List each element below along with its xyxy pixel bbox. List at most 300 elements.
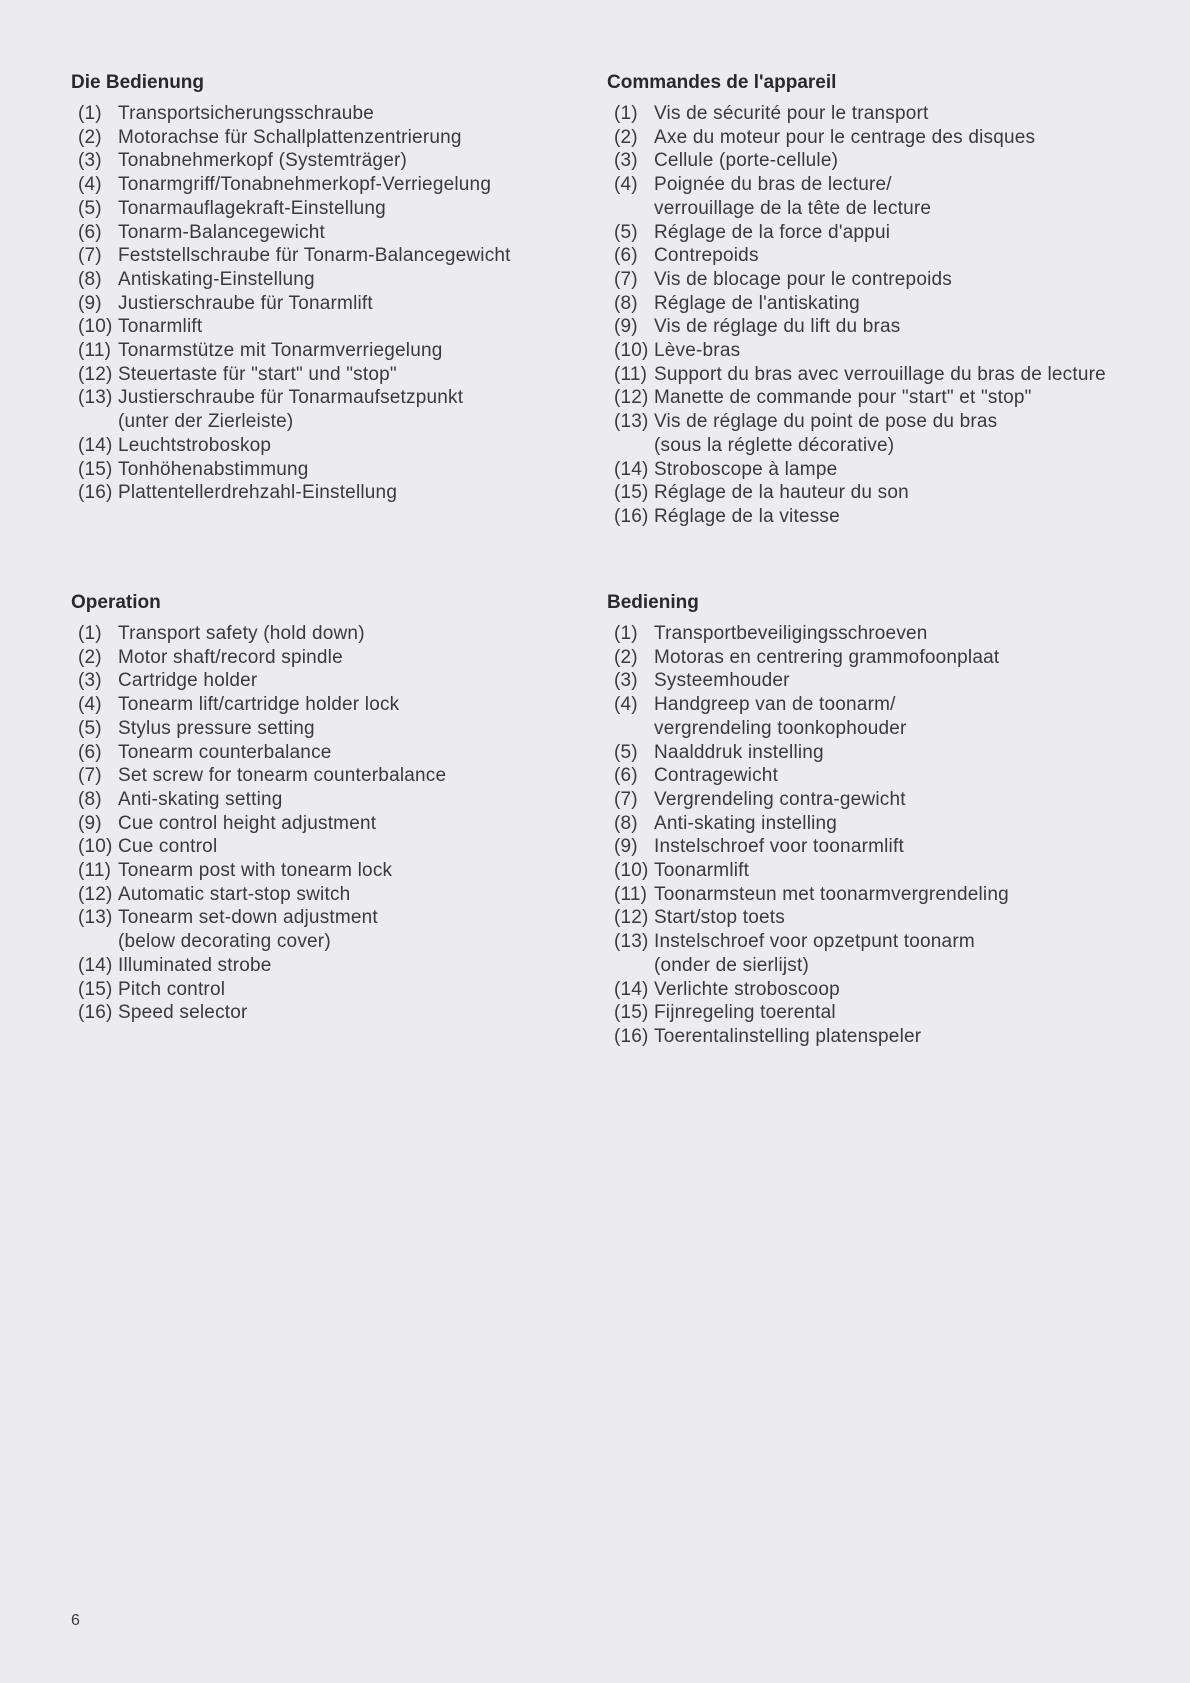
list-item xyxy=(71,173,571,197)
item-text xyxy=(118,173,571,197)
item-text-line: Transport safety (hold down) xyxy=(118,623,365,644)
item-number-label: (9) xyxy=(614,316,638,338)
list-item xyxy=(607,906,1167,930)
list-item xyxy=(71,126,571,150)
item-text xyxy=(654,410,1167,457)
item-text xyxy=(118,102,571,126)
item-number xyxy=(71,812,118,836)
item-text xyxy=(118,458,571,482)
item-number xyxy=(71,292,118,316)
item-text-line: Cue control xyxy=(118,836,218,858)
list-item xyxy=(71,954,571,978)
item-number-label: (13) xyxy=(614,931,649,953)
item-number xyxy=(71,244,118,268)
item-text xyxy=(654,244,1167,268)
item-number xyxy=(71,669,118,693)
item-text-line: Contragewicht xyxy=(654,765,779,787)
item-text xyxy=(118,126,571,150)
item-text xyxy=(118,386,571,433)
section-dutch xyxy=(607,590,1167,1049)
list-item xyxy=(71,292,571,316)
item-text xyxy=(118,669,571,693)
item-text-line: Vergrendeling contra-gewicht xyxy=(654,788,906,810)
item-text xyxy=(654,1025,1167,1049)
list-item xyxy=(607,221,1167,245)
list-item xyxy=(71,978,571,1002)
list-item xyxy=(607,458,1167,482)
item-text xyxy=(654,693,1167,740)
list-item xyxy=(71,883,571,907)
item-number xyxy=(71,481,118,505)
list-item xyxy=(607,883,1167,907)
item-number xyxy=(607,315,654,339)
list-item xyxy=(71,669,571,693)
item-text-line: Vis de réglage du lift du bras xyxy=(654,316,901,338)
item-text xyxy=(654,788,1167,812)
item-number xyxy=(607,978,654,1002)
list-item xyxy=(71,149,571,173)
item-text-line: Réglage de la force d'appui xyxy=(654,221,891,243)
item-text xyxy=(118,883,571,907)
item-text xyxy=(118,978,571,1002)
item-number xyxy=(607,221,654,245)
item-number-label: (4) xyxy=(614,174,638,196)
item-text-line: Feststellschraube für Tonarm-Balancegewicht xyxy=(118,245,511,267)
list-item xyxy=(71,693,571,717)
item-number xyxy=(607,126,654,150)
item-text-line: Tonarmlift xyxy=(118,316,203,338)
list-item xyxy=(71,363,571,387)
item-text xyxy=(118,149,571,173)
item-number xyxy=(71,102,118,126)
list-item xyxy=(71,386,571,433)
item-number xyxy=(71,173,118,197)
list-item xyxy=(607,363,1167,387)
item-number-label: (7) xyxy=(78,245,102,267)
item-number-label: (5) xyxy=(78,717,102,739)
item-text-line: Tonarmstütze mit Tonarmverriegelung xyxy=(118,340,443,362)
item-number xyxy=(607,669,654,693)
item-text-line: Automatic start-stop switch xyxy=(118,883,351,905)
item-number xyxy=(607,363,654,387)
item-text-line: vergrendeling toonkophouder xyxy=(654,717,907,739)
item-text xyxy=(654,315,1167,339)
item-number-label: (13) xyxy=(78,387,113,409)
item-text xyxy=(118,954,571,978)
section-english xyxy=(71,590,571,1025)
item-text xyxy=(118,292,571,316)
item-text-line: Toonarmsteun met toonarmvergrendeling xyxy=(654,883,1009,905)
item-number-label: (11) xyxy=(614,883,648,905)
list-item xyxy=(607,646,1167,670)
list-item xyxy=(71,741,571,765)
list-item xyxy=(607,315,1167,339)
item-text xyxy=(118,859,571,883)
item-number-label: (7) xyxy=(614,788,638,810)
list-item xyxy=(607,505,1167,529)
list-item xyxy=(607,930,1167,977)
item-number xyxy=(71,315,118,339)
item-text-line: Instelschroef voor toonarmlift xyxy=(654,836,904,858)
item-text-line: Tonearm counterbalance xyxy=(118,741,332,763)
item-number-label: (5) xyxy=(614,741,638,763)
item-text xyxy=(118,906,571,953)
item-text xyxy=(654,812,1167,836)
list-item xyxy=(607,481,1167,505)
item-number-label: (1) xyxy=(78,103,102,124)
list-item xyxy=(71,835,571,859)
item-number-label: (6) xyxy=(614,765,638,787)
item-text-line: (sous la réglette décorative) xyxy=(654,434,895,456)
item-number xyxy=(71,126,118,150)
item-number-label: (6) xyxy=(78,221,102,243)
list-item xyxy=(71,764,571,788)
list-item xyxy=(71,859,571,883)
list-item xyxy=(607,1025,1167,1049)
section-german xyxy=(71,70,571,505)
item-text xyxy=(654,622,1167,646)
item-number xyxy=(607,1001,654,1025)
section-french xyxy=(607,70,1167,529)
item-number-label: (12) xyxy=(78,363,113,385)
item-number-label: (10) xyxy=(614,340,649,362)
list-item xyxy=(71,315,571,339)
item-text-line: Réglage de la vitesse xyxy=(654,505,840,527)
item-text xyxy=(654,883,1167,907)
item-text xyxy=(118,268,571,292)
list-item xyxy=(71,434,571,458)
item-number-label: (13) xyxy=(614,411,649,433)
item-number xyxy=(607,835,654,859)
item-number-label: (7) xyxy=(614,268,638,290)
item-number xyxy=(607,788,654,812)
item-number xyxy=(607,930,654,977)
item-number-label: (12) xyxy=(614,387,649,409)
list-item xyxy=(607,126,1167,150)
item-text-line: Contrepoids xyxy=(654,245,759,267)
item-number-label: (9) xyxy=(614,836,638,858)
item-number-label: (14) xyxy=(614,458,649,480)
item-text-line: Tonarmauflagekraft-Einstellung xyxy=(118,197,386,219)
item-text-line: Tonarm-Balancegewicht xyxy=(118,221,325,243)
item-number xyxy=(607,458,654,482)
item-number xyxy=(607,646,654,670)
item-number xyxy=(607,505,654,529)
item-text-line: Réglage de l'antiskating xyxy=(654,292,860,314)
list-item xyxy=(71,1001,571,1025)
item-number-label: (10) xyxy=(614,860,649,882)
item-number-label: (13) xyxy=(78,907,113,929)
item-text xyxy=(654,339,1167,363)
item-number-label: (6) xyxy=(78,741,102,763)
item-text-line: (onder de sierlijst) xyxy=(654,954,809,976)
item-text-line: Tonarmgriff/Tonabnehmerkopf-Verriegelung xyxy=(118,174,492,196)
item-text xyxy=(654,221,1167,245)
item-number-label: (7) xyxy=(78,765,102,787)
item-text-line: Motoras en centrering grammofoonplaat xyxy=(654,646,1000,668)
item-text-line: Transportbeveiligingsschroeven xyxy=(654,623,928,644)
list-item xyxy=(71,244,571,268)
page-number: 6 xyxy=(71,1612,80,1629)
item-number-label: (12) xyxy=(614,907,649,929)
item-number xyxy=(607,481,654,505)
item-number-label: (14) xyxy=(614,978,649,1000)
item-text xyxy=(654,481,1167,505)
item-text-line: Vis de blocage pour le contrepoids xyxy=(654,268,952,290)
item-text xyxy=(118,835,571,859)
section-heading: Operation xyxy=(71,592,161,613)
item-text-line: Vis de sécurité pour le transport xyxy=(654,103,929,124)
list-item xyxy=(607,268,1167,292)
item-text xyxy=(654,669,1167,693)
item-text-line: Tonearm post with tonearm lock xyxy=(118,860,393,882)
item-text xyxy=(118,244,571,268)
list-item xyxy=(607,859,1167,883)
item-number xyxy=(607,622,654,646)
item-text xyxy=(118,764,571,788)
list-item xyxy=(71,458,571,482)
item-number xyxy=(71,859,118,883)
list-item xyxy=(607,292,1167,316)
item-number-label: (15) xyxy=(614,1002,649,1024)
item-text xyxy=(654,978,1167,1002)
item-text-line: Tonabnehmerkopf (Systemträger) xyxy=(118,150,408,172)
item-number xyxy=(607,906,654,930)
item-text-line: Verlichte stroboscoop xyxy=(654,978,840,1000)
item-number-label: (11) xyxy=(78,340,112,362)
list-item xyxy=(607,835,1167,859)
item-number-label: (2) xyxy=(614,646,638,668)
item-text xyxy=(654,764,1167,788)
list-item xyxy=(607,244,1167,268)
list-item xyxy=(607,741,1167,765)
list-item xyxy=(607,788,1167,812)
item-text xyxy=(118,622,571,646)
item-text xyxy=(654,835,1167,859)
item-number xyxy=(607,149,654,173)
item-text-line: Axe du moteur pour le centrage des disques xyxy=(654,126,1036,148)
item-text xyxy=(118,434,571,458)
item-number-label: (1) xyxy=(614,103,638,124)
item-number xyxy=(71,1001,118,1025)
item-text xyxy=(654,1001,1167,1025)
list-item xyxy=(607,149,1167,173)
item-text-line: Systeemhouder xyxy=(654,670,790,692)
item-text xyxy=(654,386,1167,410)
item-number-label: (3) xyxy=(78,150,102,172)
item-text-line: Instelschroef voor opzetpunt toonarm xyxy=(654,931,975,953)
item-text xyxy=(118,481,571,505)
item-number xyxy=(71,622,118,646)
item-number xyxy=(607,764,654,788)
item-number-label: (11) xyxy=(614,363,648,385)
item-text xyxy=(654,292,1167,316)
item-text xyxy=(118,788,571,812)
item-text xyxy=(118,363,571,387)
item-text xyxy=(654,646,1167,670)
list-item xyxy=(71,646,571,670)
parts-list xyxy=(607,622,1167,1049)
list-item xyxy=(71,197,571,221)
item-number xyxy=(71,197,118,221)
item-text xyxy=(118,741,571,765)
item-number-label: (1) xyxy=(78,623,102,644)
item-text xyxy=(118,812,571,836)
item-text xyxy=(118,339,571,363)
item-text-line: Motorachse für Schallplattenzentrierung xyxy=(118,126,462,148)
item-number-label: (14) xyxy=(78,954,113,976)
item-number xyxy=(607,859,654,883)
list-item xyxy=(71,788,571,812)
item-number-label: (1) xyxy=(614,623,638,644)
list-item xyxy=(71,622,571,646)
item-text-line: Naalddruk instelling xyxy=(654,741,824,763)
item-text xyxy=(654,126,1167,150)
item-number xyxy=(71,764,118,788)
list-item xyxy=(607,339,1167,363)
item-text-line: verrouillage de la tête de lecture xyxy=(654,197,932,219)
item-text-line: Leuchtstroboskop xyxy=(118,434,272,456)
list-item xyxy=(607,764,1167,788)
item-number-label: (10) xyxy=(78,836,113,858)
item-number xyxy=(71,221,118,245)
parts-list xyxy=(607,102,1167,529)
item-text-line: Cue control height adjustment xyxy=(118,812,377,834)
item-number xyxy=(607,693,654,740)
item-number xyxy=(607,410,654,457)
item-number-label: (5) xyxy=(78,197,102,219)
item-number xyxy=(71,954,118,978)
item-number-label: (4) xyxy=(78,694,102,716)
list-item xyxy=(607,693,1167,740)
item-number-label: (11) xyxy=(78,860,112,882)
item-text-line: Anti-skating instelling xyxy=(654,812,838,834)
item-text-line: Cartridge holder xyxy=(118,670,258,692)
item-text-line: Vis de réglage du point de pose du bras xyxy=(654,411,998,433)
item-text xyxy=(654,173,1167,220)
item-text-line: Stylus pressure setting xyxy=(118,717,315,739)
item-text xyxy=(654,741,1167,765)
item-text xyxy=(118,646,571,670)
item-number xyxy=(607,268,654,292)
item-number-label: (9) xyxy=(78,292,102,314)
item-number xyxy=(71,835,118,859)
list-item xyxy=(71,339,571,363)
item-text-line: Tonhöhenabstimmung xyxy=(118,458,309,480)
item-number-label: (12) xyxy=(78,883,113,905)
item-text xyxy=(654,505,1167,529)
list-item xyxy=(607,386,1167,410)
item-text-line: Tonearm lift/cartridge holder lock xyxy=(118,694,400,716)
item-number-label: (15) xyxy=(78,978,113,1000)
item-text xyxy=(654,859,1167,883)
item-text-line: Pitch control xyxy=(118,978,226,1000)
item-text-line: Justierschraube für Tonarmlift xyxy=(118,292,373,314)
item-number-label: (3) xyxy=(614,150,638,172)
list-item xyxy=(607,410,1167,457)
item-number-label: (8) xyxy=(614,812,638,834)
item-number-label: (15) xyxy=(78,458,113,480)
item-text xyxy=(654,149,1167,173)
item-number xyxy=(71,741,118,765)
item-text-line: Handgreep van de toonarm/ xyxy=(654,694,896,716)
item-number-label: (15) xyxy=(614,482,649,504)
item-text xyxy=(118,717,571,741)
item-text xyxy=(654,102,1167,126)
item-text-line: Set screw for tonearm counterbalance xyxy=(118,765,447,787)
item-number xyxy=(607,1025,654,1049)
list-item xyxy=(71,717,571,741)
item-number-label: (16) xyxy=(78,1002,113,1024)
section-heading: Bediening xyxy=(607,592,699,613)
item-number xyxy=(71,363,118,387)
item-text-line: Start/stop toets xyxy=(654,907,785,929)
item-number xyxy=(607,812,654,836)
item-text-line: Plattentellerdrehzahl-Einstellung xyxy=(118,482,398,504)
list-item xyxy=(71,102,571,126)
item-number xyxy=(71,883,118,907)
list-item xyxy=(71,906,571,953)
item-number xyxy=(607,386,654,410)
item-number-label: (8) xyxy=(78,268,102,290)
item-number xyxy=(71,339,118,363)
item-text xyxy=(654,458,1167,482)
item-text-line: Poignée du bras de lecture/ xyxy=(654,174,892,196)
item-text-line: Transportsicherungsschraube xyxy=(118,103,375,124)
item-number-label: (16) xyxy=(78,482,113,504)
item-number-label: (10) xyxy=(78,316,113,338)
item-number xyxy=(607,102,654,126)
item-text xyxy=(118,197,571,221)
item-number xyxy=(71,788,118,812)
item-text xyxy=(654,930,1167,977)
item-text-line: (unter der Zierleiste) xyxy=(118,411,294,433)
item-number xyxy=(71,149,118,173)
item-text-line: Support du bras avec verrouillage du bras de lecture xyxy=(654,363,1106,385)
list-item xyxy=(71,812,571,836)
item-number xyxy=(607,741,654,765)
item-text-line: Antiskating-Einstellung xyxy=(118,268,315,290)
list-item xyxy=(607,1001,1167,1025)
item-text-line: Motor shaft/record spindle xyxy=(118,646,343,668)
item-number xyxy=(71,434,118,458)
list-item xyxy=(607,669,1167,693)
item-number xyxy=(71,386,118,433)
item-number-label: (4) xyxy=(614,694,638,716)
item-number-label: (9) xyxy=(78,812,102,834)
item-text-line: Toerentalinstelling platenspeler xyxy=(654,1025,922,1047)
item-number-label: (2) xyxy=(614,126,638,148)
item-number xyxy=(607,883,654,907)
item-text xyxy=(118,221,571,245)
item-number-label: (5) xyxy=(614,221,638,243)
item-text xyxy=(654,906,1167,930)
item-number-label: (3) xyxy=(78,670,102,692)
list-item xyxy=(71,268,571,292)
item-number-label: (2) xyxy=(78,646,102,668)
item-number xyxy=(71,268,118,292)
item-text-line: Illuminated strobe xyxy=(118,954,272,976)
item-number-label: (4) xyxy=(78,174,102,196)
item-text-line: Speed selector xyxy=(118,1002,248,1024)
list-item xyxy=(71,221,571,245)
item-text-line: Justierschraube für Tonarmaufsetzpunkt xyxy=(118,387,464,409)
list-item xyxy=(71,481,571,505)
item-number-label: (2) xyxy=(78,126,102,148)
item-number-label: (8) xyxy=(614,292,638,314)
item-text-line: Stroboscope à lampe xyxy=(654,458,838,480)
section-heading: Commandes de l'appareil xyxy=(607,72,837,93)
